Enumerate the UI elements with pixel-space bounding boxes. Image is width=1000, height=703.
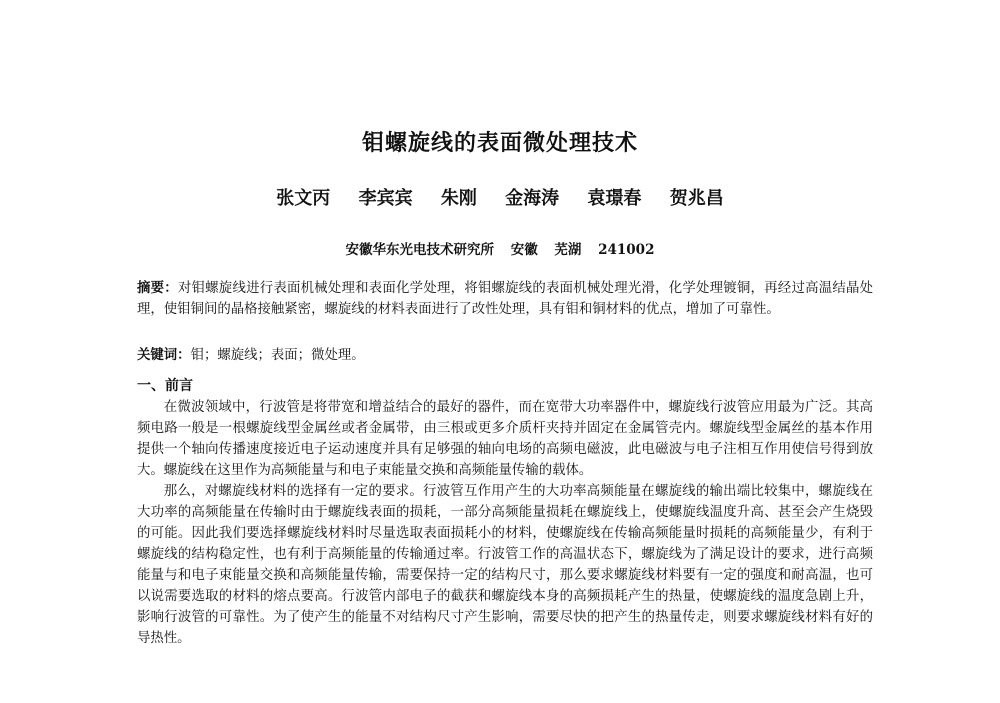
section-body [137,397,873,649]
section-heading: 一、前言 [137,378,193,394]
affiliation [0,238,1000,258]
keywords-label: 关键词： [137,347,191,363]
author-name: 金海涛 [505,188,560,209]
abstract-label: 摘要： [137,280,178,296]
abstract-text: 对钼螺旋线进行表面机械处理和表面化学处理，将钼螺旋线的表面机械处理光滑，化学处理镀铜，再经过高温结晶处理，使钼铜间的晶格接触紧密，螺旋线的材料表面进行了改性处理，具有钼和铜材料的优点，增加了可靠性。 [137,281,873,317]
keywords [137,345,873,366]
affiliation-city: 芜湖 [554,242,582,258]
author-list [0,184,1000,210]
abstract [137,278,873,320]
keywords-text: 钼；螺旋线；表面；微处理。 [190,348,365,363]
paper-title: 钼螺旋线的表面微处理技术 [361,131,638,156]
author-name: 贺兆昌 [669,188,724,209]
affiliation-institute: 安徽华东光电技术研究所 [345,242,494,258]
author-name: 张文丙 [276,188,331,209]
author-name: 李宾宾 [358,188,413,209]
affiliation-postcode: 241002 [598,242,655,258]
affiliation-province: 安徽 [510,242,538,258]
body-paragraph: 在微波领域中，行波管是将带宽和增益结合的最好的器件，而在宽带大功率器件中，螺旋线行波管应用最为广泛。其高频电路一般是一根螺旋线型金属丝或者金属带，由三根或更多介质杆夹持并固定在金属管壳内。螺旋线型金属丝的基本作用提供一个轴向传播速度接近电子运动速度并具有足够强的轴向电场的高频电磁波，此电磁波与电子注相互作用使信号得到放大。螺旋线在这里作为高频能量与和电子束能量交换和高频能量传输的载体。 [137,400,873,478]
author-name: 袁璟春 [587,188,642,209]
body-paragraph: 那么，对螺旋线材料的选择有一定的要求。行波管互作用产生的大功率高频能量在螺旋线的输出端比较集中，螺旋线在大功率的高频能量在传输时由于螺旋线表面的损耗，一部分高频能量损耗在螺旋线上，使螺旋线温度升高、甚至会产生烧毁的可能。因此我们要选择螺旋线材料时尽量选取表面损耗小的材料，使螺旋线在传输高频能量时损耗的高频能量少，有利于螺旋线的结构稳定性，也有利于高频能量的传输通过率。行波管工作的高温状态下，螺旋线为了满足设计的要求，进行高频能量与和电子束能量交换和高频能量传输，需要保持一定的结构尺寸，那么要求螺旋线材料要有一定的强度和耐高温，也可以说需要选取的材料的熔点要高。行波管内部电子的截获和螺旋线本身的高频损耗产生的热量，使螺旋线的温度急剧上升，影响行波管的可靠性。为了使产生的能量不对结构尺寸产生影响，需要尽快的把产生的热量传走，则要求螺旋线材料有好的导热性。 [137,484,873,646]
author-name: 朱刚 [440,188,477,209]
